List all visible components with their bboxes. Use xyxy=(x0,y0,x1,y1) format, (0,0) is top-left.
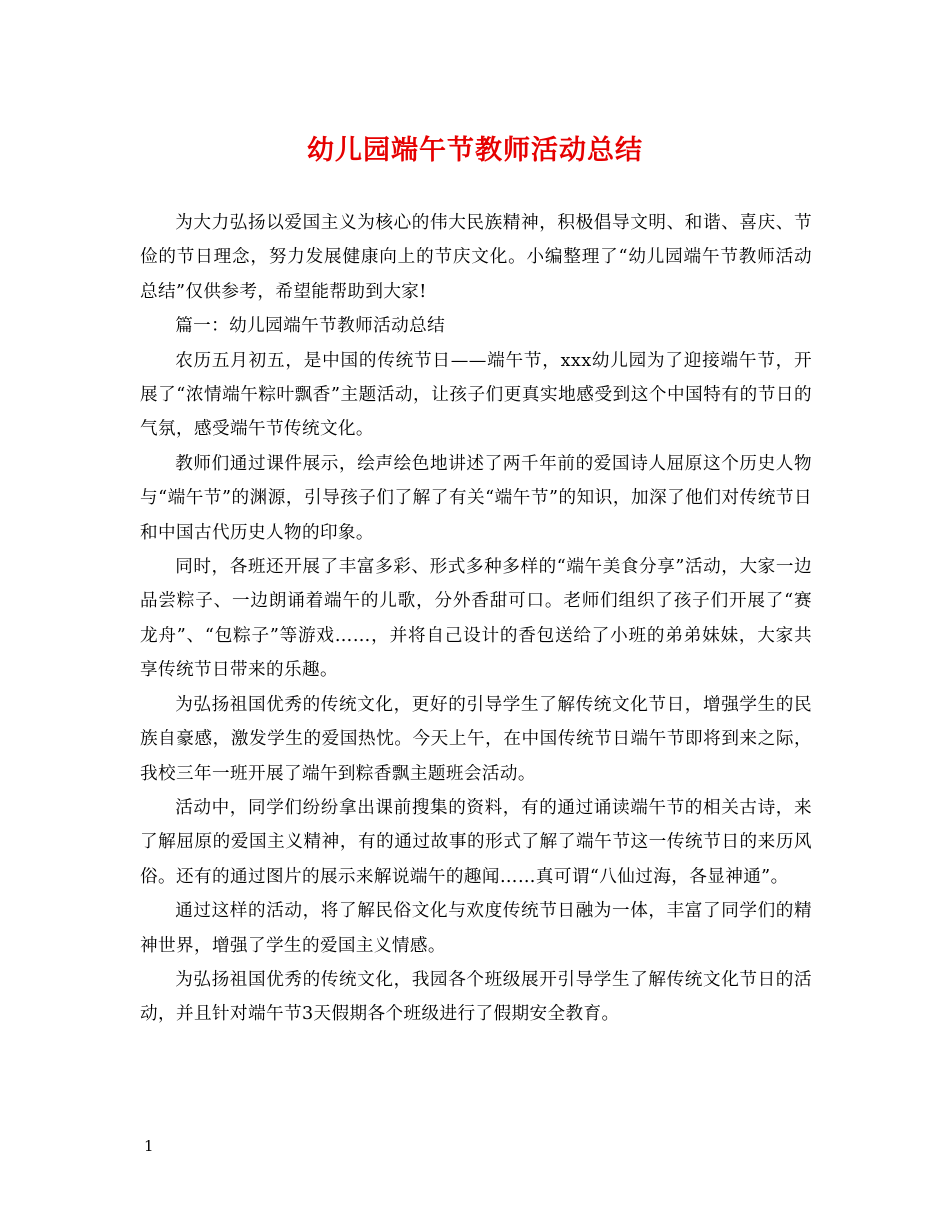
document-title: 幼儿园端午节教师活动总结 xyxy=(307,135,643,166)
paragraph-intro: 为大力弘扬以爱国主义为核心的伟大民族精神，积极倡导文明、和谐、喜庆、节俭的节日理念，努力发展健康向上的节庆文化。小编整理了“幼儿园端午节教师活动总结”仅供参考，希望能帮助到大家! xyxy=(140,213,812,302)
paragraph: 为弘扬祖国优秀的传统文化，我园各个班级展开引导学生了解传统文化节日的活动，并且针对端午节3天假期各个班级进行了假期安全教育。 xyxy=(140,969,812,1025)
paragraph: 农历五月初五，是中国的传统节日——端午节，xxx幼儿园为了迎接端午节，开展了“浓情端午粽叶飘香”主题活动，让孩子们更真实地感受到这个中国特有的节日的气氛，感受端午节传统文化。 xyxy=(140,350,812,440)
document-body xyxy=(140,206,812,1032)
paragraph: 为弘扬祖国优秀的传统文化，更好的引导学生了解传统文化节日，增强学生的民族自豪感，激发学生的爱国热忱。今天上午，在中国传统节日端午节即将到来之际，我校三年一班开展了端午到粽香飘主题班会活动。 xyxy=(140,694,812,784)
paragraph: 同时，各班还开展了丰富多彩、形式多种多样的“端午美食分享”活动，大家一边品尝粽子、一边朗诵着端午的儿歌，分外香甜可口。老师们组织了孩子们开展了“赛龙舟”、“包粽子”等游戏……，并将自己设计的香包送给了小班的弟弟妹妹，大家共享传统节日带来的乐趣。 xyxy=(140,557,812,681)
paragraph: 活动中，同学们纷纷拿出课前搜集的资料，有的通过诵读端午节的相关古诗，来了解屈原的爱国主义精神，有的通过故事的形式了解了端午节这一传统节日的来历风俗。还有的通过图片的展示来解说端午的趣闻……真可谓“八仙过海，各显神通”。 xyxy=(140,797,812,887)
paragraph: 通过这样的活动，将了解民俗文化与欢度传统节日融为一体，丰富了同学们的精神世界，增强了学生的爱国主义情感。 xyxy=(140,901,812,956)
page-number: 1 xyxy=(144,1137,154,1155)
paragraph-section-heading: 篇一：幼儿园端午节教师活动总结 xyxy=(175,316,446,337)
paragraph: 教师们通过课件展示，绘声绘色地讲述了两千年前的爱国诗人屈原这个历史人物与“端午节”的渊源，引导孩子们了解了有关“端午节”的知识，加深了他们对传统节日和中国古代历史人物的印象。 xyxy=(140,453,812,543)
